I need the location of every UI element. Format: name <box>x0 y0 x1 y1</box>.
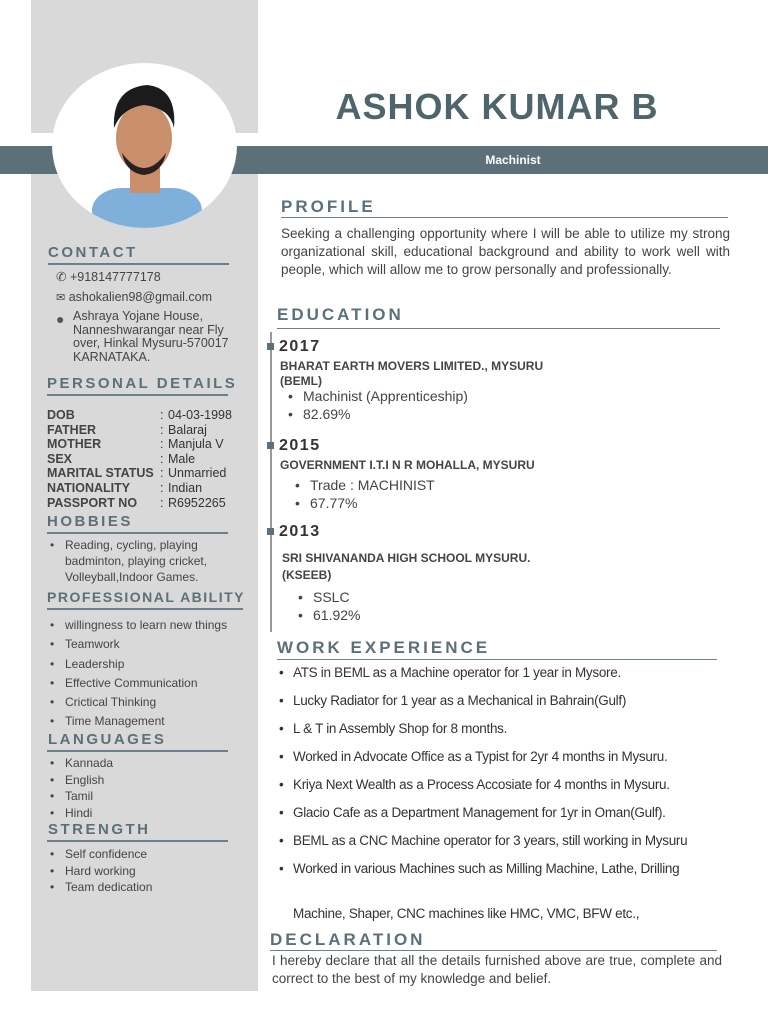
divider <box>47 394 228 396</box>
list-item: • SSLC <box>295 588 360 606</box>
divider <box>48 263 229 265</box>
edu-institution <box>280 359 543 389</box>
strength-list <box>47 846 152 896</box>
list-item: • Kriya Next Wealth as a Process Accosiate for 4 months in Mysuru. <box>277 777 737 792</box>
edu-institution: GOVERNMENT I.T.I N R MOHALLA, MYSURU <box>280 458 535 472</box>
value: Indian <box>168 480 203 495</box>
divider <box>281 217 728 218</box>
edu-year: 2013 <box>279 523 321 540</box>
address-line: KARNATAKA. <box>73 349 151 364</box>
divider <box>47 608 243 610</box>
list-item: • Trade : MACHINIST <box>292 476 435 494</box>
ability-list <box>47 616 227 732</box>
list-item: • Tamil <box>47 788 113 805</box>
list-item: • willingness to learn new things <box>47 616 227 635</box>
institution-board: (KSEEB) <box>282 568 332 582</box>
profile-text: Seeking a challenging opportunity where I will be able to utilize my strong organizational skill, educational background and ability to work well with people, which will allow me to grow personally and professionally. <box>281 226 730 277</box>
divider <box>47 840 228 842</box>
declaration-text: I hereby declare that all the details furnished above are true, complete and correct to the best of my knowledge and belief. <box>272 953 722 986</box>
list-item: • Team dedication <box>47 879 152 896</box>
divider <box>47 532 228 534</box>
list-item: • Teamwork <box>47 635 227 654</box>
divider <box>277 659 717 660</box>
label: MARITAL STATUS <box>47 466 154 481</box>
list-item: • Machinist (Apprenticeship) <box>285 387 468 405</box>
list-item: • ATS in BEML as a Machine operator for 1 year in Mysore. <box>277 665 737 680</box>
value: R6952265 <box>168 495 226 510</box>
job-title: Machinist <box>485 153 541 167</box>
label: FATHER <box>47 422 97 437</box>
location-pin-icon: ● <box>56 311 65 327</box>
list-item: • Worked in various Machines such as Milling Machine, Lathe, Drilling <box>277 861 737 876</box>
phone <box>56 270 161 285</box>
education-heading: EDUCATION <box>277 305 404 324</box>
hobbies-list <box>47 537 237 585</box>
personal-details: DOB : 04-03-1998 FATHER : Balaraj MOTHER : Manjula V SEX : Male MARITAL STATUS : Unmarried NATIONALITY : Indian PASSPORT NO : R6952265 <box>47 408 252 510</box>
list-item: • 61.92% <box>295 606 360 624</box>
strength-heading: STRENGTH <box>48 821 151 838</box>
personal-heading: PERSONAL DETAILS <box>47 375 238 392</box>
value: Male <box>168 451 196 466</box>
list-item: • English <box>47 772 113 789</box>
institution-board: (BEML) <box>280 374 322 388</box>
languages-list <box>47 755 113 821</box>
address-line: Nanneshwarangar near Fly <box>73 322 224 337</box>
list-item: • Reading, cycling, playing badminton, playing cricket, Volleyball,Indoor Games. <box>47 537 237 585</box>
value: Unmarried <box>168 466 227 481</box>
label: NATIONALITY <box>47 480 131 495</box>
list-item: • Time Management <box>47 712 227 731</box>
work-heading: WORK EXPERIENCE <box>277 638 491 657</box>
phone-icon: ✆ <box>56 270 67 284</box>
divider <box>47 750 228 752</box>
list-item: • Kannada <box>47 755 113 772</box>
address <box>73 310 229 364</box>
value: Balaraj <box>168 422 207 437</box>
list-item: • Hindi <box>47 805 113 822</box>
contact-heading: CONTACT <box>48 244 138 261</box>
email-text: ashokalien98@gmail.com <box>68 290 213 304</box>
address-line: over, Hinkal Mysuru-570017 <box>73 336 229 350</box>
profile-heading: PROFILE <box>281 197 376 216</box>
label: MOTHER <box>47 437 102 452</box>
list-item: • 67.77% <box>292 494 435 512</box>
address-line: Ashraya Yojane House, <box>73 309 203 323</box>
work-list <box>277 665 737 889</box>
list-item: • Crictical Thinking <box>47 693 227 712</box>
edu-year: 2015 <box>279 437 321 454</box>
value: Manjula V <box>168 437 224 452</box>
list-item: • Glacio Cafe as a Department Management for 1yr in Oman(Gulf). <box>277 805 737 820</box>
divider <box>270 950 717 951</box>
edu-details <box>285 387 468 423</box>
list-item: • Effective Communication <box>47 674 227 693</box>
languages-heading: LANGUAGES <box>48 731 167 748</box>
list-item: • L & T in Assembly Shop for 8 months. <box>277 721 737 736</box>
label: SEX <box>47 451 73 466</box>
edu-institution <box>282 550 530 584</box>
hobbies-heading: HOBBIES <box>47 513 133 530</box>
list-item: • BEML as a CNC Machine operator for 3 years, still working in Mysuru <box>277 833 737 848</box>
list-item: • Leadership <box>47 655 227 674</box>
ability-heading: PROFESSIONAL ABILITY <box>47 589 246 605</box>
label: DOB <box>47 408 75 422</box>
email <box>56 290 212 306</box>
list-item: • Worked in Advocate Office as a Typist for 2yr 4 months in Mysuru. <box>277 749 737 764</box>
timeline-line <box>270 332 272 632</box>
label: PASSPORT NO <box>47 495 138 510</box>
institution-name: BHARAT EARTH MOVERS LIMITED., MYSURU <box>280 359 544 373</box>
declaration-heading: DECLARATION <box>270 930 426 949</box>
list-item: • Lucky Radiator for 1 year as a Mechanical in Bahrain(Gulf) <box>277 693 737 708</box>
divider <box>277 328 720 329</box>
list-item: • Self confidence <box>47 846 152 863</box>
list-item: • Hard working <box>47 863 152 880</box>
work-item-continuation: Machine, Shaper, CNC machines like HMC, VMC, BFW etc., <box>293 906 640 921</box>
edu-year: 2017 <box>279 338 321 355</box>
value: 04-03-1998 <box>168 408 232 422</box>
edu-details <box>292 476 435 512</box>
candidate-name: ASHOK KUMAR B <box>335 86 659 127</box>
list-item: • 82.69% <box>285 405 468 423</box>
edu-details <box>295 588 360 624</box>
institution-name: SRI SHIVANANDA HIGH SCHOOL MYSURU. <box>282 551 531 565</box>
profile-photo <box>52 63 237 228</box>
phone-text: +918147777178 <box>69 270 161 284</box>
mail-icon: ✉ <box>56 292 66 304</box>
